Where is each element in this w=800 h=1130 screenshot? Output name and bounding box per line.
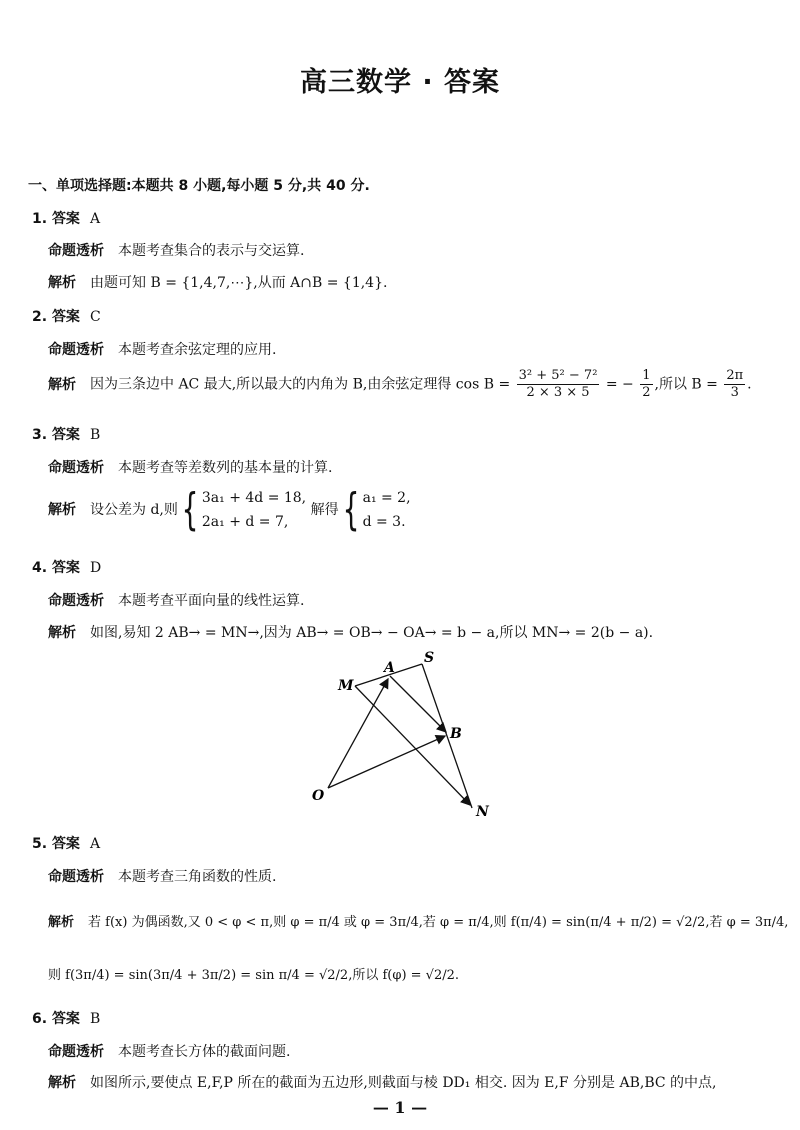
question-5-answer: 5. 答案 A — [32, 836, 101, 852]
vector-OB — [328, 736, 445, 788]
question-5-analysis-line-1: 解析 若 f(x) 为偶函数,又 0 < φ < π,则 φ = π/4 或 φ = 3π/4,若 φ = π/4,则 f(π/4) = sin(π/4 + π/2) = √2/2,若 φ = 3π/4, — [48, 915, 789, 930]
vector-MN — [355, 686, 470, 805]
question-6-analysis: 解析 如图所示,要使点 E,F,P 所在的截面为五边形,则截面与棱 DD₁ 相交. 因为 E,F 分别是 AB,BC 的中点, — [48, 1075, 717, 1091]
question-1-intent: 命题透析 本题考查集合的表示与交运算. — [48, 243, 305, 259]
page-title: 高三数学 · 答案 — [299, 67, 501, 98]
fraction-half: $\frac{1}{2}$ — [642, 368, 651, 400]
question-1-answer: 1. 答案 A — [32, 211, 101, 227]
question-3-answer: 3. 答案 B — [32, 427, 101, 443]
question-5-intent: 命题透析 本题考查三角函数的性质. — [48, 869, 277, 885]
segment-SN — [422, 664, 472, 808]
question-4-analysis: 解析 如图,易知 2 AB→ = MN→,因为 AB→ = OB→ − OA→ = b − a,所以 MN→ = 2(b − a). — [48, 625, 654, 641]
question-2-answer: 2. 答案 C — [32, 309, 101, 325]
label-O: O — [312, 788, 325, 804]
vector-OA — [328, 679, 388, 788]
question-2-analysis: 解析 因为三条边中 AC 最大,所以最大的内角为 B,由余弦定理得 cos B = $\frac{\text{3² + 5² − 7²}}{2 \times 3 \times 5}$ = − $\frac{1}{2}$ ,所以 B = $\frac{2\pi}{3}$ . — [48, 368, 752, 400]
fraction-angle: $\frac{2\pi}{3}$ — [726, 368, 744, 400]
label-N: N — [476, 804, 489, 820]
question-4-answer: 4. 答案 D — [32, 560, 102, 576]
label-S: S — [424, 650, 435, 666]
question-4-intent: 命题透析 本题考查平面向量的线性运算. — [48, 593, 305, 609]
equation-system-1: 3a₁ + 4d = 18, 2a₁ + d = 7, — [201, 490, 307, 530]
label-B: B — [450, 726, 462, 742]
question-3-intent: 命题透析 本题考查等差数列的基本量的计算. — [48, 460, 333, 476]
label-A: A — [384, 660, 395, 676]
question-5-analysis-line-2: 则 f(3π/4) = sin(3π/4 + 3π/2) = sin π/4 = √2/2,所以 f(φ) = √2/2. — [48, 968, 460, 983]
question-3-analysis: 解析 设公差为 d,则{ 3a₁ + 4d = 18, 2a₁ + d = 7, 解得{ a₁ = 2, d = 3. — [48, 484, 411, 535]
vector-figure — [300, 648, 500, 823]
question-1-analysis: 解析 由题可知 B = {1,4,7,⋯},从而 A∩B = {1,4}. — [48, 275, 388, 291]
question-6-answer: 6. 答案 B — [32, 1011, 101, 1027]
page-number: — 1 — — [372, 1098, 428, 1117]
question-2-intent: 命题透析 本题考查余弦定理的应用. — [48, 342, 277, 358]
question-6-intent: 命题透析 本题考查长方体的截面问题. — [48, 1044, 291, 1060]
section-heading: 一、单项选择题:本题共 8 小题,每小题 5 分,共 40 分. — [28, 178, 370, 194]
fraction-cosine: $\frac{\text{3² + 5² − 7²}}{2 \times 3 \times 5}$ — [518, 368, 598, 400]
equation-system-2: a₁ = 2, d = 3. — [362, 490, 411, 530]
label-M: M — [338, 678, 354, 694]
vector-AB — [390, 676, 446, 732]
